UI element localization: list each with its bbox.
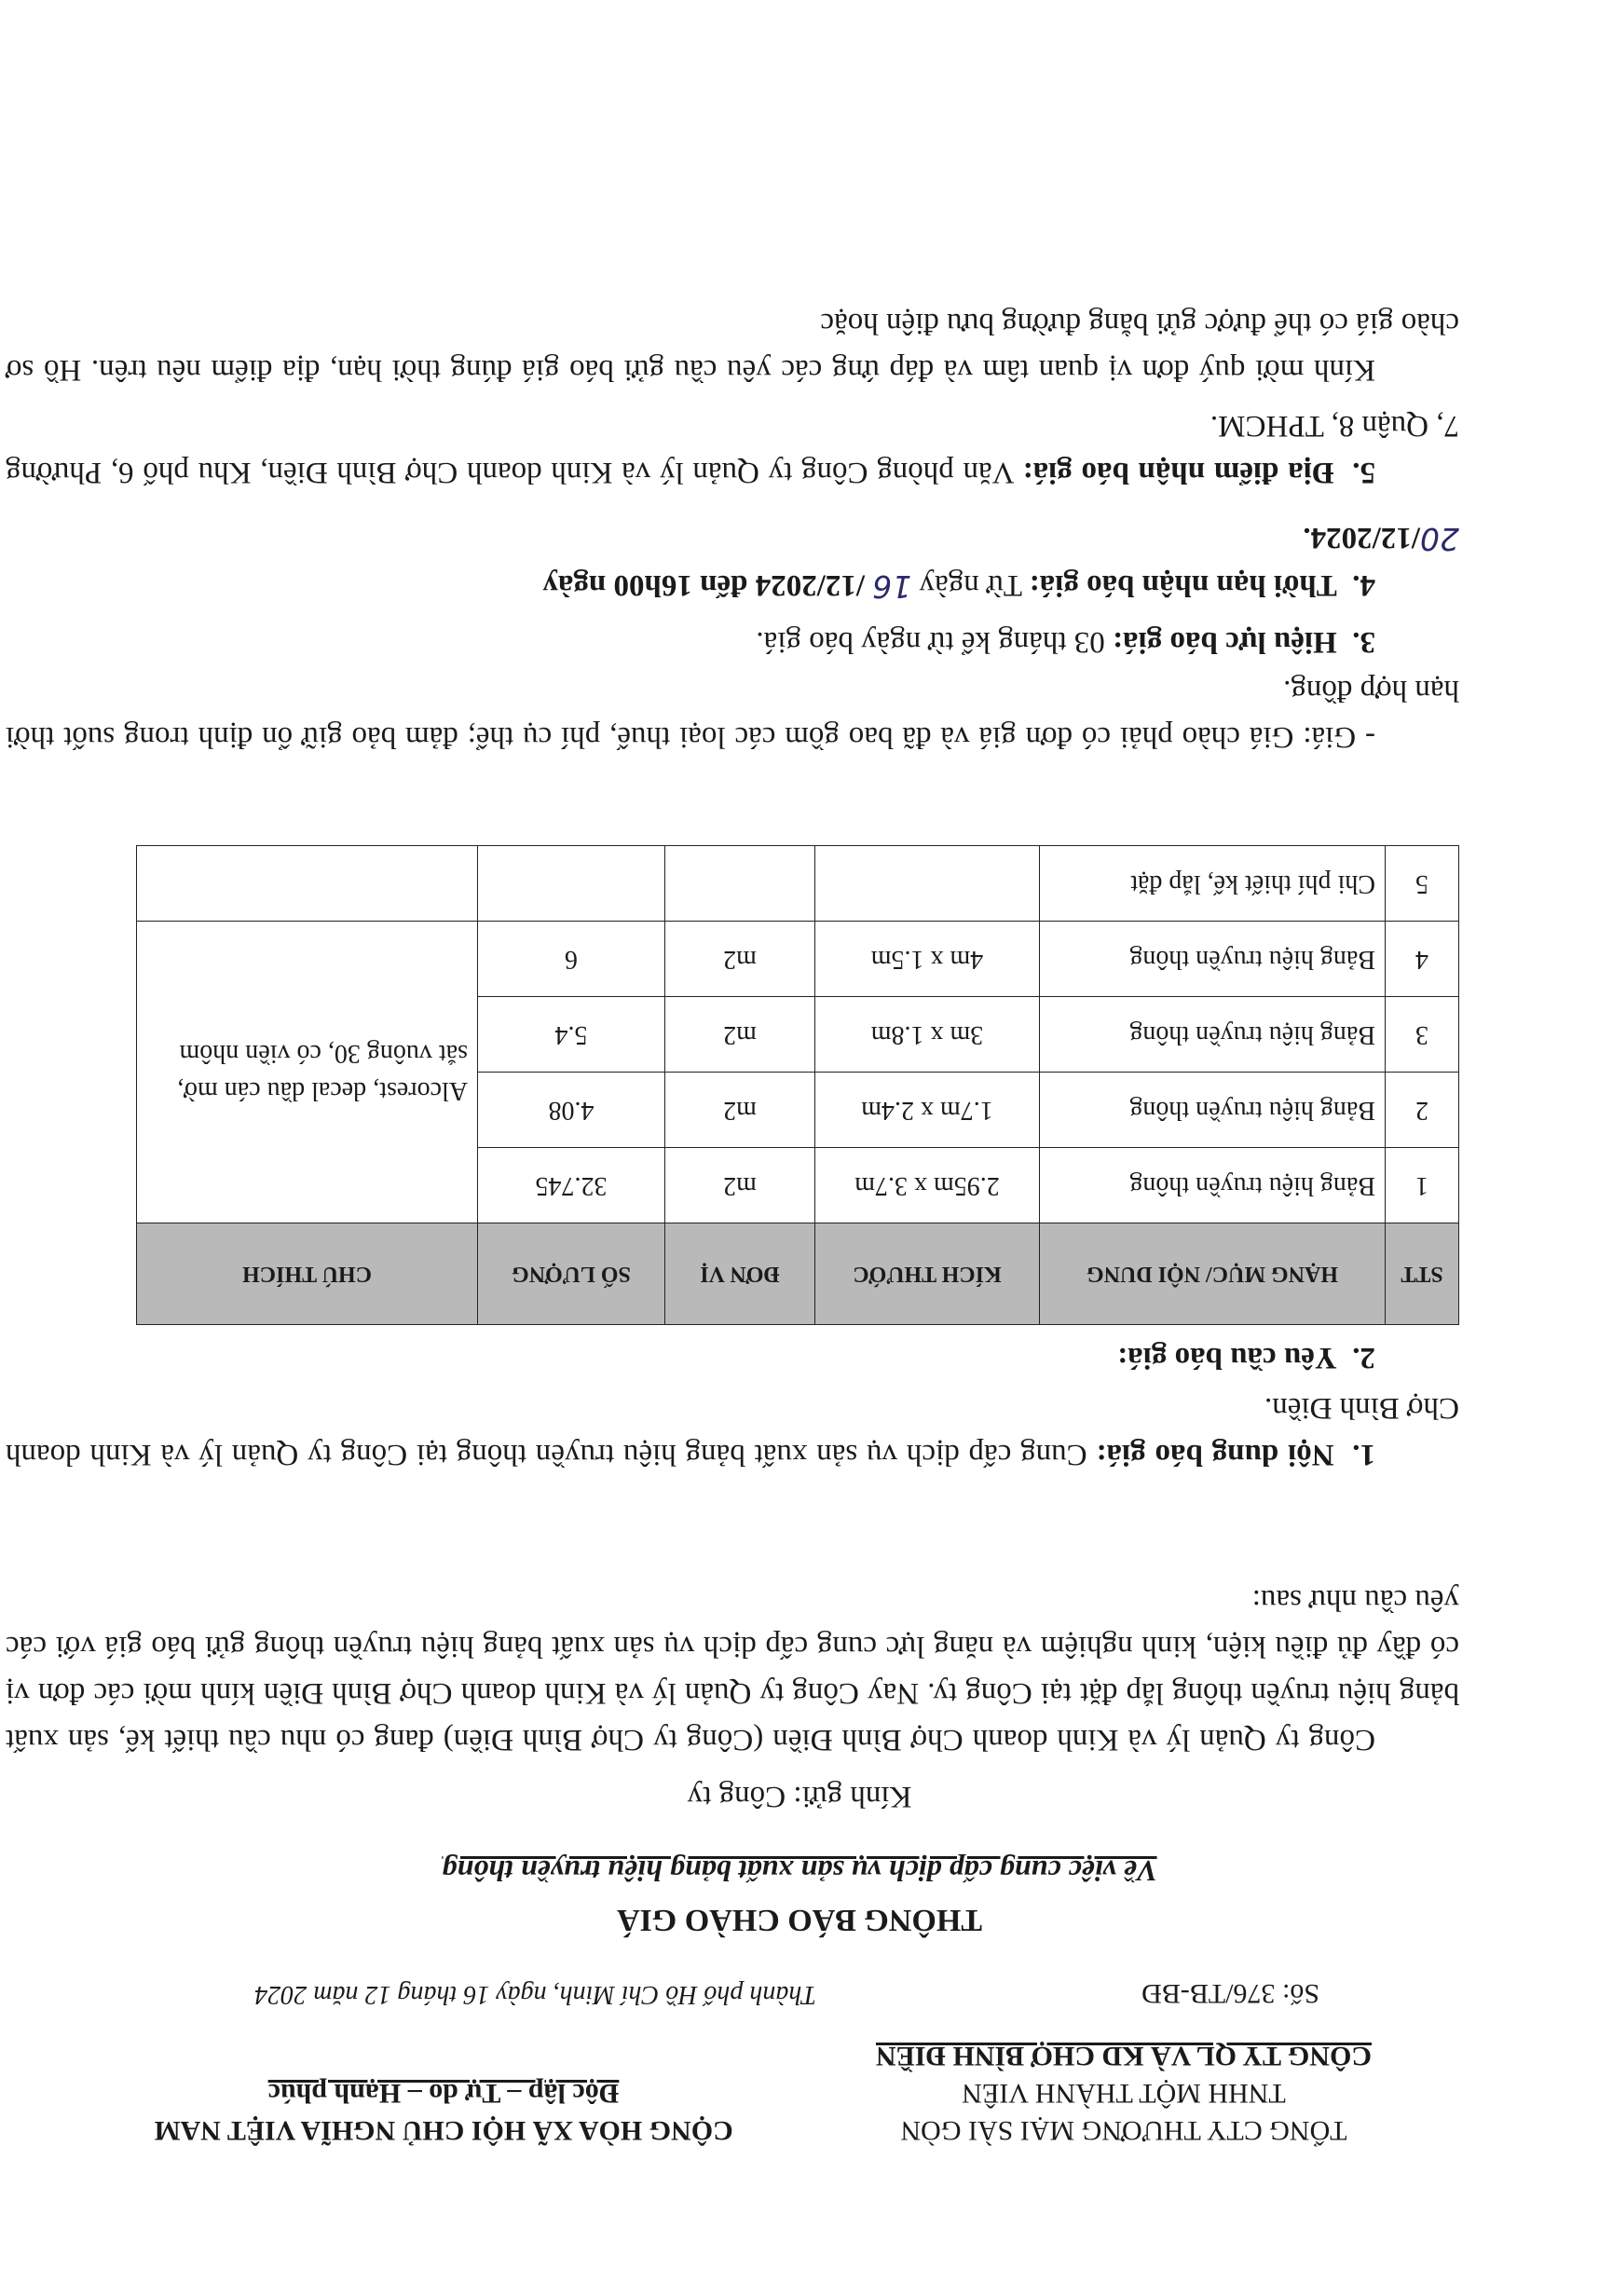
table-note: Alcorest, decal dầu cán mờ, sắt vuông 30, có viền nhôm <box>137 922 478 1223</box>
section-4-heading: Thời hạn nhận báo giá: <box>1029 568 1337 602</box>
table-row: 2 Bảng hiệu truyền thông 1.7m x 2.4m m2 4.08 <box>137 1073 1459 1148</box>
section-3-heading: Hiệu lực báo giá: <box>1113 625 1337 659</box>
section-2: 2. Yêu cầu báo giá: <box>1117 1341 1375 1374</box>
section-2-heading: Yêu cầu báo giá: <box>1117 1341 1337 1374</box>
section-3: 3. Hiệu lực báo giá: 03 tháng kể từ ngày báo giá. <box>756 625 1375 659</box>
table-row: 1 Bảng hiệu truyền thông 2.95m x 3.7m m2 32.745 Alcorest, decal dầu cán mờ, sắt vuông 30, có viền nhôm <box>137 1148 1459 1223</box>
handwritten-from-day: 16 <box>872 568 912 605</box>
national-title: CỘNG HÒA XÃ HỘI CHỦ NGHĨA VIỆT NAM <box>154 2115 733 2146</box>
col-unit: ĐƠN VỊ <box>665 1223 815 1325</box>
issuer-parent: TỔNG CTY THƯƠNG MẠI SÀI GÒN <box>900 2115 1347 2146</box>
requirements-table <box>136 845 1459 1325</box>
table-row: 5 Chi phí thiết kế, lắp đặt <box>137 846 1459 922</box>
place-date: Thành phố Hồ Chí Minh, ngày 16 tháng 12 năm 2024 <box>254 1980 816 2009</box>
table-header-row <box>137 1223 1459 1325</box>
table-row: 3 Bảng hiệu truyền thông 3m x 1.8m m2 5.4 <box>137 997 1459 1073</box>
doc-title: THÔNG BÁO CHÀO GIÁ <box>617 1903 982 1937</box>
section-4: 4. Thời hạn nhận báo giá: Từ ngày 16 /12/2024 đến 16h00 ngày 20/12/2024. <box>542 521 1459 605</box>
closing-paragraph: Kính mời quý đơn vị quan tâm và đáp ứng các yêu cầu gửi báo giá đúng thời hạn, địa điểm nêu trên. Hồ sơ chào giá có thể được gửi bằng đường bưu điện hoặc <box>6 307 1459 387</box>
national-header <box>108 2074 779 2149</box>
doc-subtitle: Về việc cung cấp dịch vụ sản xuất bảng hiệu truyền thông <box>442 1854 1157 1888</box>
issuer-name: CÔNG TY QL VÀ KD CHỢ BÌNH ĐIỀN <box>875 2041 1373 2071</box>
handwritten-to-day: 20 <box>1420 521 1459 557</box>
col-qty: SỐ LƯỢNG <box>478 1223 665 1325</box>
section-5: 5. Địa điểm nhận báo giá: Văn phòng Công ty Quản lý và Kinh doanh Chợ Bình Điền, Khu phố 6, Phường 7, Quận 8, TPHCM. <box>5 409 1459 489</box>
doc-number: Số: 376/TB-BĐ <box>1141 1978 1319 2009</box>
col-stt: STT <box>1386 1223 1459 1325</box>
col-item: HẠNG MỤC/ NỘI DUNG <box>1040 1223 1386 1325</box>
national-motto: Độc lập – Tự do – Hạnh phúc <box>267 2078 620 2109</box>
col-note: CHÚ THÍCH <box>137 1223 478 1325</box>
table-row: 4 Bảng hiệu truyền thông 4m x 1.5m m2 6 <box>137 922 1459 997</box>
issuer-parent-2: TNHH MỘT THÀNH VIÊN <box>962 2078 1286 2109</box>
intro-paragraph: Công ty Quản lý và Kinh doanh Chợ Bình Điền (Công ty Chợ Bình Điền) đang có nhu cầu thiết kế, sản xuất bảng hiệu truyền thông lắp đặt tại Công ty. Nay Công ty Quản lý và Kinh doanh Chợ Bình Điền kính mời các đơn vị có đầy đủ điều kiện, kinh nghiệm và năng lực cung cấp dịch vụ sản xuất bảng hiệu truyền thông gửi báo giá với các yêu cầu như sau: <box>6 1583 1459 1756</box>
issuer-header <box>788 2037 1459 2149</box>
salutation: Kính gửi: Công ty <box>687 1780 912 1813</box>
price-requirement: - Giá: Giá chào phải có đơn giá và đã bao gồm các loại thuế, phí cụ thể; đảm bảo giữ ổn định trong suốt thời hạn hợp đồng. <box>6 674 1459 754</box>
section-1-heading: Nội dung báo giá: <box>1096 1438 1334 1471</box>
section-1: 1. Nội dung báo giá: Cung cấp dịch vụ sản xuất bảng hiệu truyền thông tại Công ty Quản lý và Kinh doanh Chợ Bình Điền. <box>6 1391 1459 1471</box>
col-size: KÍCH THƯỚC <box>815 1223 1040 1325</box>
section-5-heading: Địa điểm nhận báo giá: <box>1022 456 1334 489</box>
